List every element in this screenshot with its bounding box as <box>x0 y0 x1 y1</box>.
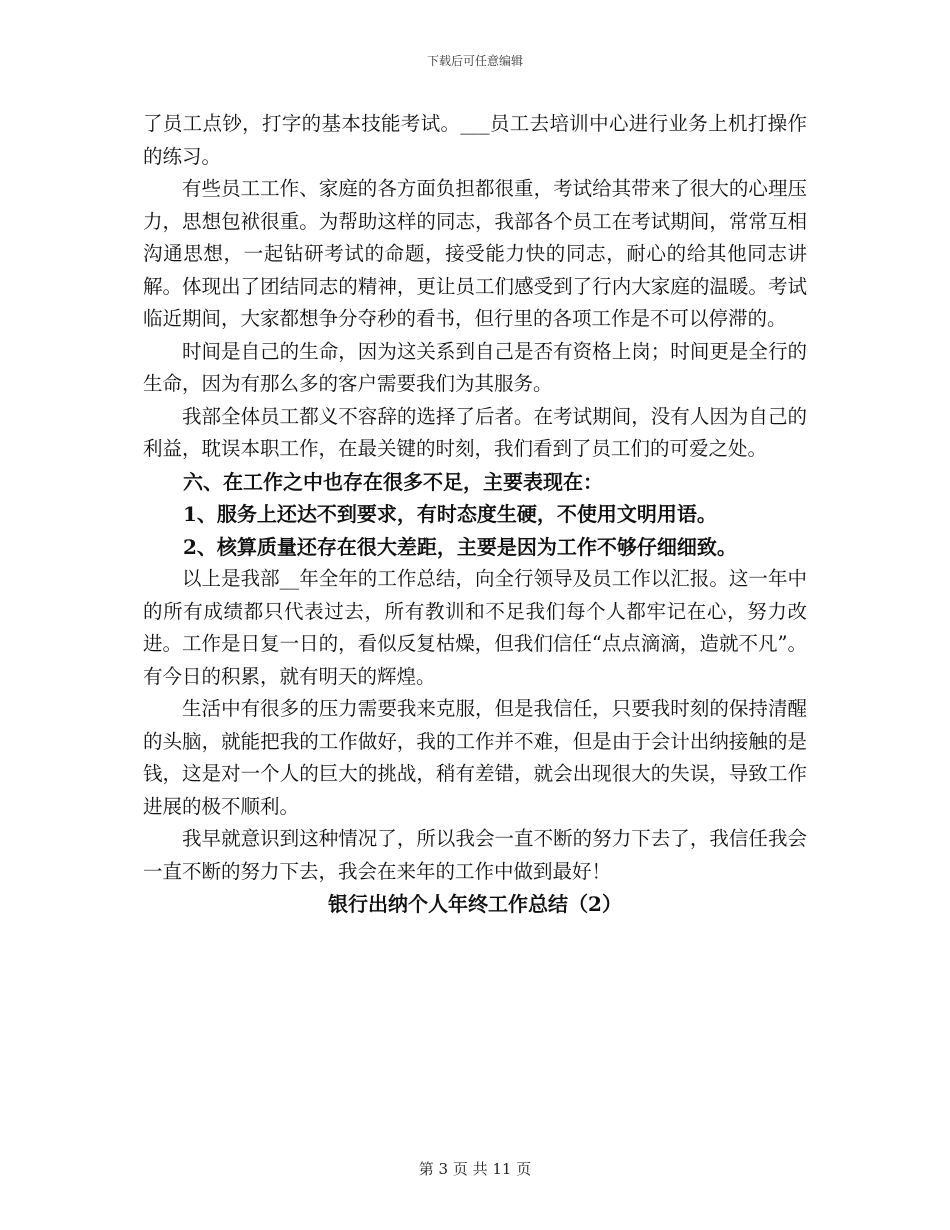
section-heading-6: 六、在工作之中也存在很多不足，主要表现在： <box>183 469 603 494</box>
paragraph-5: 以上是我部__年全年的工作总结，向全行领导及员工作以汇报。这一年中的所有成绩都只代表过去，所有教训和不足我们每个人都牢记在心，努力改进。工作是日复一日的，看似反复枯燥，但我们信任“点点滴滴，造就不凡”。有今日的积累，就有明天的辉煌。 <box>143 567 807 688</box>
page-number: 第 3 页 共 11 页 <box>418 1160 532 1178</box>
paragraph-3: 时间是自己的生命，因为这关系到自己是否有资格上岗；时间更是全行的生命，因为有那么多的客户需要我们为其服务。 <box>143 339 807 395</box>
paragraph-1: 了员工点钞，打字的基本技能考试。___员工去培训中心进行业务上机打操作的练习。 <box>143 112 807 168</box>
section-title: 银行出纳个人年终工作总结（2） <box>328 892 622 916</box>
page-header: 下载后可任意编辑 <box>426 54 523 68</box>
shortcoming-item-2: 2、核算质量还存在很大差距，主要是因为工作不够仔细细致。 <box>183 534 737 559</box>
shortcoming-item-1: 1、服务上还达不到要求，有时态度生硬，不使用文明用语。 <box>183 502 717 526</box>
paragraph-2: 有些员工工作、家庭的各方面负担都很重，考试给其带来了很大的心理压力，思想包袱很重。为帮助这样的同志，我部各个员工在考试期间，常常互相沟通思想，一起钻研考试的命题，接受能力快的同志，耐心的给其他同志讲解。体现出了团结同志的精神，更让员工们感受到了行内大家庭的温暖。考试临近期间，大家都想争分夺秒的看书，但行里的各项工作是不可以停滞的。 <box>143 177 807 330</box>
paragraph-6: 生活中有很多的压力需要我来克服，但是我信任，只要我时刻的保持清醒的头脑，就能把我的工作做好，我的工作并不难，但是由于会计出纳接触的是钱，这是对一个人的巨大的挑战，稍有差错，就会出现很大的失误，导致工作进展的极不顺利。 <box>143 697 807 818</box>
paragraph-4: 我部全体员工都义不容辞的选择了后者。在考试期间，没有人因为自己的利益，耽误本职工作，在最关键的时刻，我们看到了员工们的可爱之处。 <box>143 404 807 460</box>
paragraph-7: 我早就意识到这种情况了，所以我会一直不断的努力下去了，我信任我会一直不断的努力下去，我会在来年的工作中做到最好！ <box>143 827 807 883</box>
document-body <box>143 108 807 921</box>
